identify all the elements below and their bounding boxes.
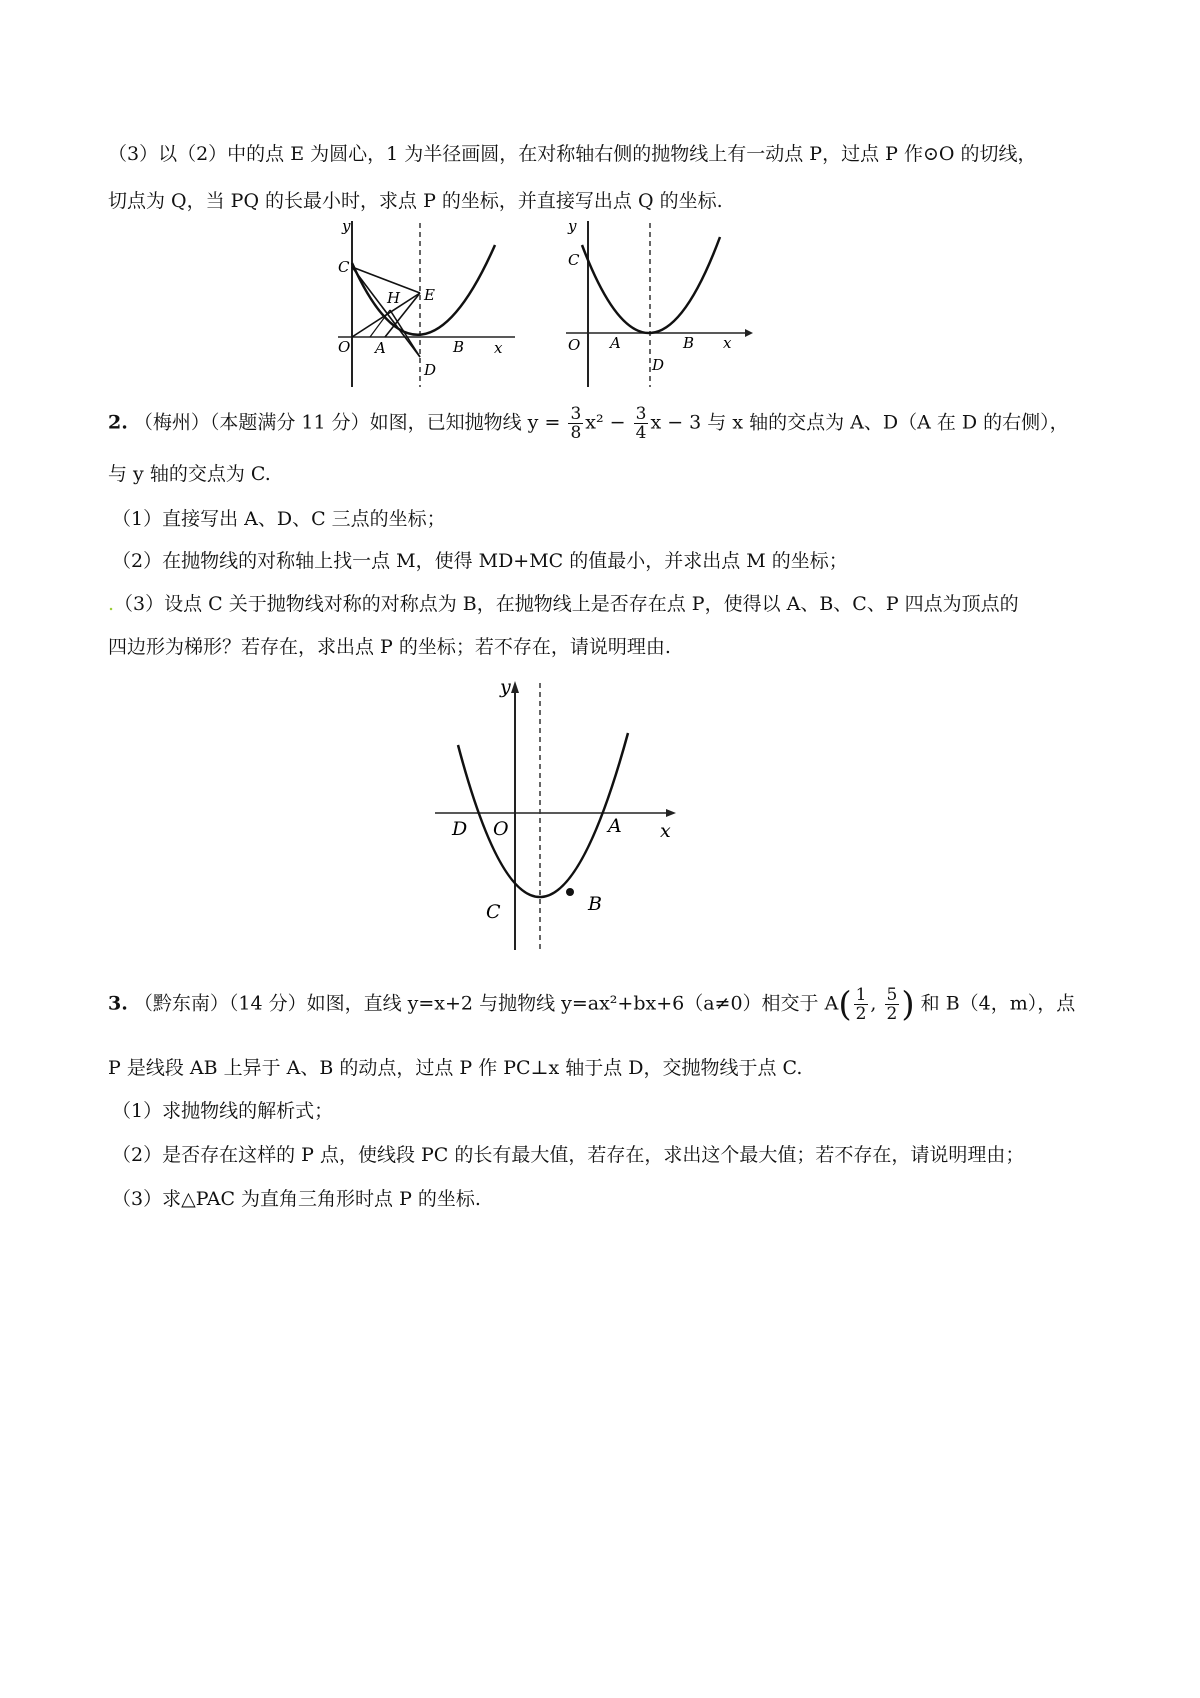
p2-question3-line1: .（3）设点 C 关于抛物线对称的对称点为 B，在抛物线上是否存在点 P，使得以 A、B、C、P 四点为顶点的 xyxy=(108,593,1019,615)
fig2-label-y: y xyxy=(568,217,577,235)
figure-1-right xyxy=(560,215,760,390)
p3-frac-a: $\frac{1}{2}$ xyxy=(855,985,867,1024)
fig1-label-h: H xyxy=(387,289,401,307)
p2-frac1: $\frac{3}{8}$ xyxy=(570,404,582,443)
p2-frac2: $\frac{3}{4}$ xyxy=(635,404,647,443)
figure-2 xyxy=(430,675,685,955)
p3-line2: P 是线段 AB 上异于 A、B 的动点，过点 P 作 PC⊥x 轴于点 D，交抛物线于点 C. xyxy=(108,1057,803,1079)
p2-mid: x² − xyxy=(585,411,626,434)
fig1-label-a: A xyxy=(375,339,386,357)
fig3-label-y: y xyxy=(500,676,511,698)
p3-question3: （3）求△PAC 为直角三角形时点 P 的坐标. xyxy=(112,1188,481,1210)
fig3-label-o: O xyxy=(493,818,509,840)
p2-question1: （1）直接写出 A、D、C 三点的坐标； xyxy=(112,508,446,530)
fig2-label-c: C xyxy=(568,251,580,269)
fig3-label-c: C xyxy=(486,901,501,923)
fig1-label-o: O xyxy=(338,338,351,356)
figure-1-left xyxy=(330,215,525,390)
fig2-label-d: D xyxy=(652,356,665,374)
p1-part3-line1: （3）以（2）中的点 E 为圆心，1 为半径画圆，在对称轴右侧的抛物线上有一动点 P，过点 P 作⊙O 的切线， xyxy=(108,143,1037,165)
p2-line2: 与 y 轴的交点为 C. xyxy=(108,463,271,485)
p2-number: 2. xyxy=(108,411,128,434)
fig1-label-y: y xyxy=(342,217,351,235)
fig3-label-a: A xyxy=(608,815,622,837)
fig3-label-d: D xyxy=(452,818,468,840)
fig1-label-d: D xyxy=(424,361,437,379)
fig1-label-e: E xyxy=(424,286,435,304)
fig2-label-o: O xyxy=(568,336,581,354)
fig1-label-b: B xyxy=(453,338,465,356)
p2-post: x − 3 与 x 轴的交点为 A、D（A 在 D 的右侧）， xyxy=(650,411,1069,434)
p3-post: 和 B（4，m），点 xyxy=(920,992,1076,1015)
fig2-label-a: A xyxy=(610,334,621,352)
fig2-label-x: x xyxy=(723,334,732,352)
p2-pre: （梅州）（本题满分 11 分）如图，已知抛物线 y = xyxy=(133,411,561,434)
fig3-label-x: x xyxy=(660,820,671,842)
fig2-label-b: B xyxy=(683,334,695,352)
fig1-label-x: x xyxy=(494,339,503,357)
p2-question3-line2: 四边形为梯形？若存在，求出点 P 的坐标；若不存在，请说明理由. xyxy=(108,636,671,658)
p3-pre: （黔东南）（14 分）如图，直线 y=x+2 与抛物线 y=ax²+bx+6（a≠0）相交于 A xyxy=(133,992,839,1015)
p2-line1 xyxy=(108,405,1069,442)
p2-question2: （2）在抛物线的对称轴上找一点 M，使得 MD+MC 的值最小，并求出点 M 的坐标； xyxy=(112,550,848,572)
p3-number: 3. xyxy=(108,992,128,1015)
p3-question2: （2）是否存在这样的 P 点，使线段 PC 的长有最大值，若存在，求出这个最大值；若不存在，请说明理由； xyxy=(112,1144,1025,1166)
p3-frac-b: $\frac{5}{2}$ xyxy=(886,985,898,1024)
p1-part3-line2: 切点为 Q，当 PQ 的长最小时，求点 P 的坐标，并直接写出点 Q 的坐标. xyxy=(108,190,723,212)
fig1-label-c: C xyxy=(338,258,350,276)
p3-line1: 3. （黔东南）（14 分）如图，直线 y=x+2 与抛物线 y=ax²+bx+6（a≠0）相交于 A( $\frac{1}{2}$ , $\frac{5}{2}$ ) 和 B（4，m），点 xyxy=(108,984,1076,1025)
fig3-label-b: B xyxy=(588,893,602,915)
p3-question1: （1）求抛物线的解析式； xyxy=(112,1100,334,1122)
